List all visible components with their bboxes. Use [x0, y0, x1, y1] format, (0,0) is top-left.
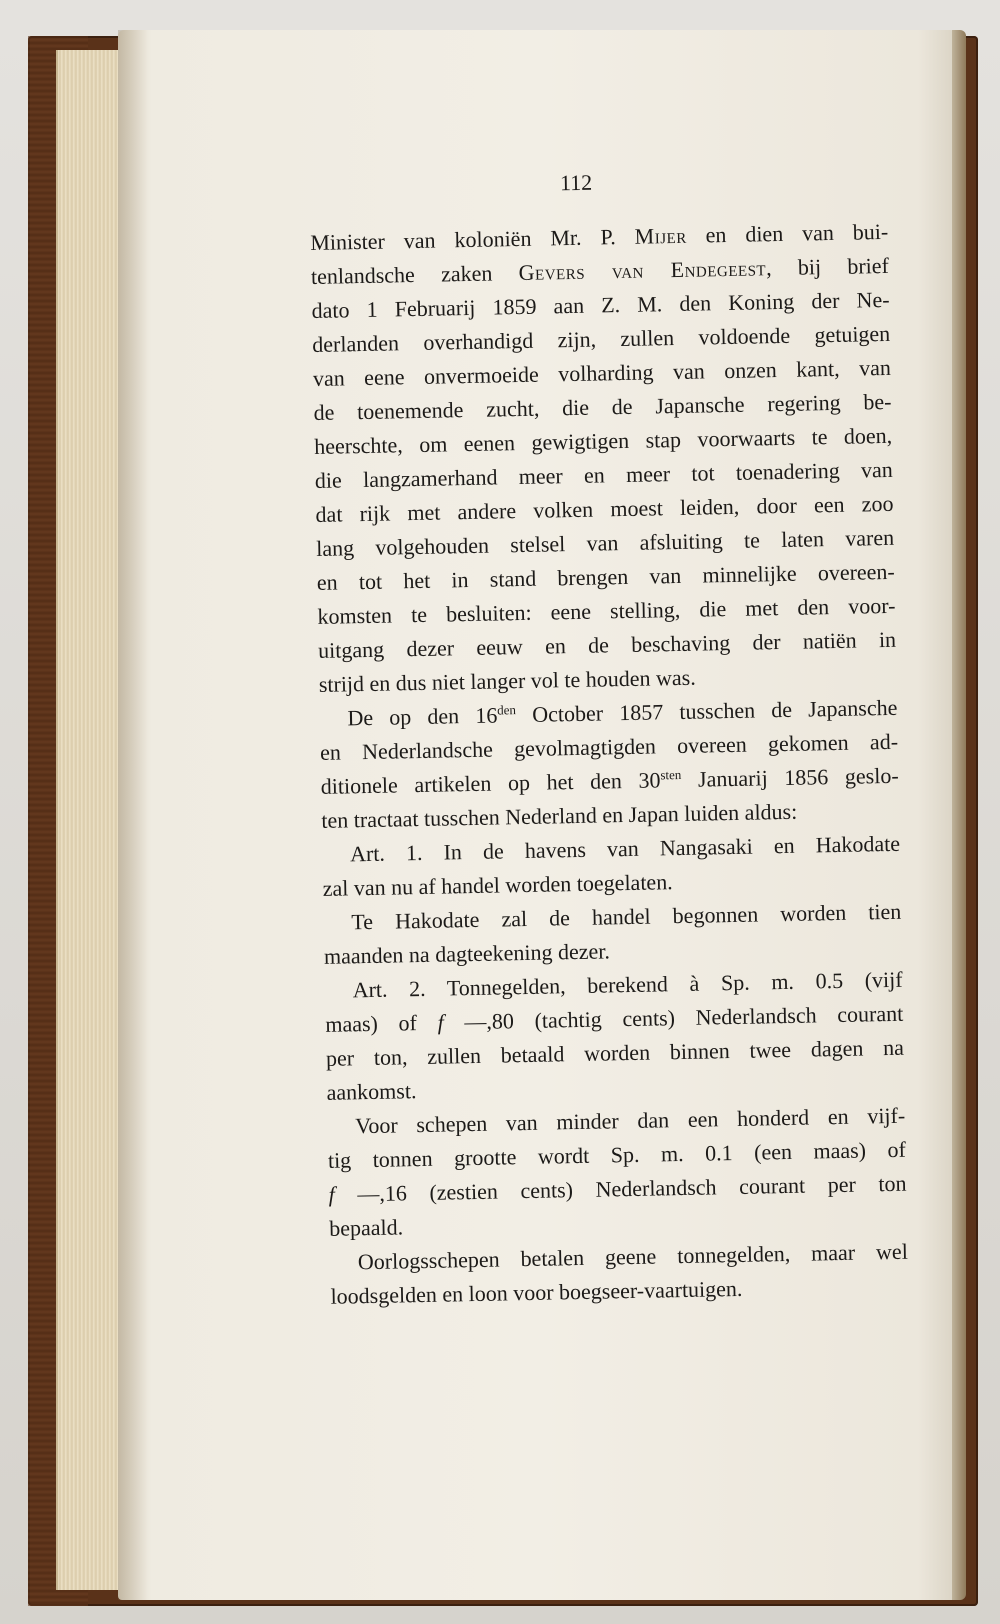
text-run: loodsgelden en loon voor boegseer-vaartuigen.	[330, 1275, 743, 1309]
text-run: dat rijk met andere volken moest leiden, door een zoo	[315, 490, 894, 527]
text-run: dato 1 Februarij 1859 aan Z. M. den Koning der Ne-	[311, 286, 890, 323]
text-run: zal van nu af handel worden toegelaten.	[322, 869, 673, 901]
text-run: Minister van koloniën Mr. P.	[310, 223, 635, 255]
text-run: tenlandsche zaken	[310, 260, 519, 289]
text-run: October 1857 tusschen de Japansche	[515, 694, 898, 728]
text-run: en Nederlandsche gevolmagtigden overeen gekomen ad-	[319, 728, 899, 765]
text-run: —,16 (zestien cents) Nederlandsch courant per ton	[334, 1170, 907, 1207]
text-run: ten tractaat tusschen Nederland en Japan luiden aldus:	[321, 798, 798, 833]
text-run: Art. 2. Tonnegelden, berekend à Sp. m. 0.5 (vijf	[352, 966, 903, 1003]
text-run: Oorlogsschepen betalen geene tonnegelden, maar wel	[357, 1238, 909, 1275]
superscript: sten	[660, 766, 682, 783]
text-run: de toenemende zucht, die de Japansche regering be-	[313, 388, 892, 425]
small-caps-name: Mijer	[634, 222, 687, 249]
text-run: ditionele artikelen op het den 30	[320, 767, 661, 799]
text-run: lang volgehouden stelsel van afsluiting te laten varen	[315, 524, 895, 561]
text-run: Art. 1. In de havens van Nangasaki en Hakodate	[349, 830, 901, 867]
text-run: uitgang dezer eeuw en de beschaving der natiën in	[317, 626, 897, 663]
text-run: komsten te besluiten: eene stelling, die met den voor-	[317, 592, 896, 629]
text-run: en dien van bui-	[686, 218, 889, 248]
text-run: Voor schepen van minder dan een honderd en vijf-	[355, 1102, 906, 1139]
small-caps-name: Gevers van Endegeest	[518, 255, 767, 286]
text-run: derlanden overhandigd zijn, zullen voldoende getuigen	[312, 320, 891, 357]
page-gutter-shadow	[118, 30, 148, 1600]
text-run: maas) of	[325, 1009, 438, 1037]
text-run: f	[328, 1181, 335, 1207]
page-right-edge	[952, 30, 966, 1600]
text-run: die langzamerhand meer en meer tot toenadering van	[314, 456, 894, 493]
text-run: Januarij 1856 geslo-	[681, 762, 899, 792]
text-run: heerschte, om eenen gewigtigen stap voorwaarts te doen,	[313, 422, 893, 459]
text-run: f	[437, 1009, 444, 1035]
text-run: en tot het in stand brengen van minnelijke overeen-	[316, 558, 895, 595]
text-run: aankomst.	[326, 1078, 417, 1105]
text-run: , bij brief	[765, 252, 890, 281]
text-run: bepaald.	[329, 1214, 404, 1241]
superscript: den	[497, 702, 517, 718]
text-run: De op den 16	[347, 702, 498, 731]
text-run: tig tonnen grootte wordt Sp. m. 0.1 (een maas) of	[327, 1136, 907, 1173]
text-run: per ton, zullen betaald worden binnen twee dagen na	[325, 1034, 905, 1071]
text-run: —,80 (tachtig cents) Nederlandsch courant	[443, 1000, 904, 1035]
text-run: maanden na dagteekening dezer.	[323, 938, 611, 969]
text-run: strijd en dus niet langer vol te houden was.	[318, 664, 696, 697]
body-text	[310, 215, 909, 1314]
text-run: Te Hakodate zal de handel begonnen worden tien	[351, 898, 902, 935]
text-run: van eene onvermoeide volharding van onzen kant, van	[312, 354, 892, 391]
page-number: 112	[559, 169, 593, 196]
